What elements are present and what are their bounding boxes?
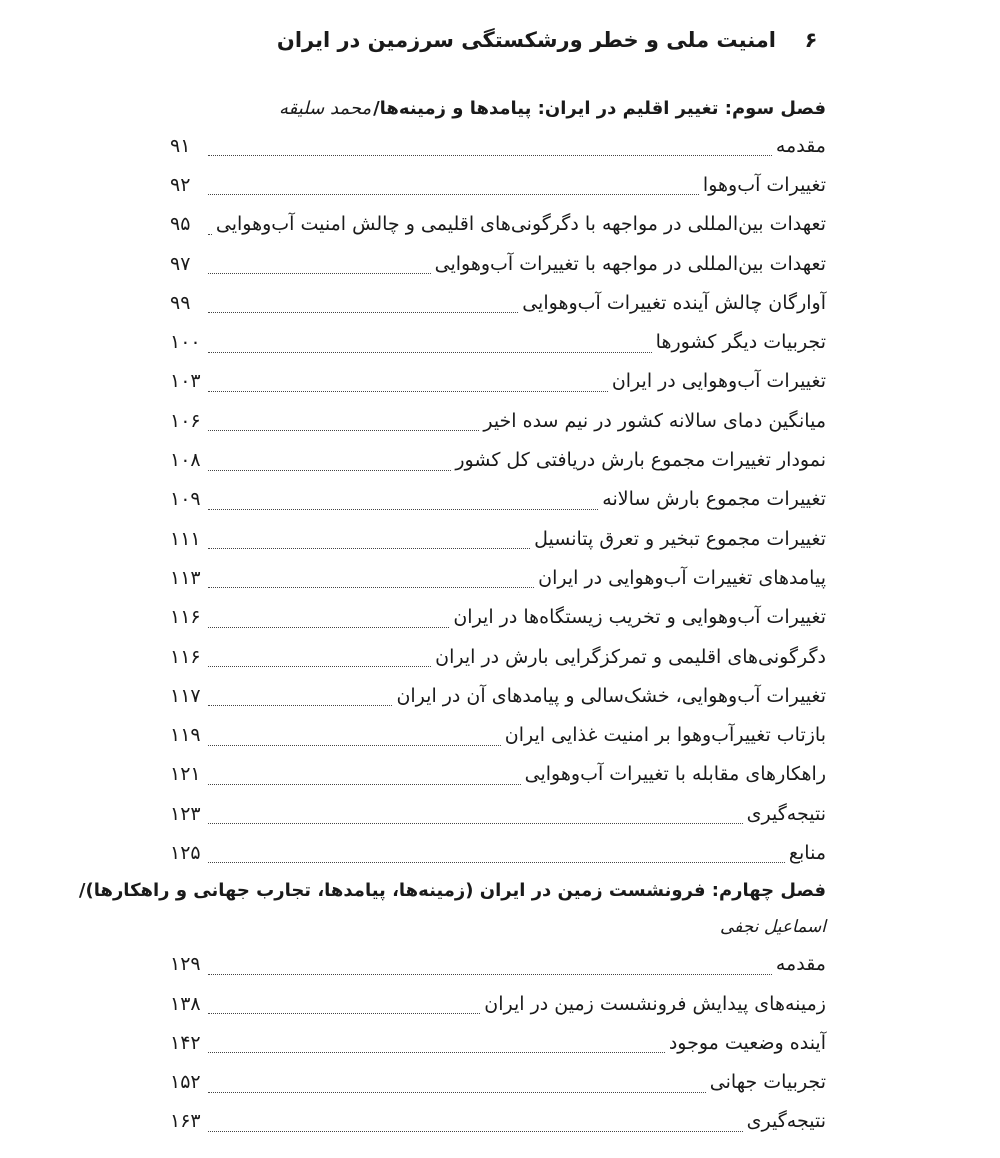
dot-leader: [208, 587, 534, 588]
dot-leader: [208, 666, 431, 667]
dot-leader: [208, 273, 431, 274]
toc-entry-page: ۹۱: [170, 134, 191, 157]
toc-entry-label: تغییرات آب‌وهوا: [702, 173, 826, 196]
running-header: [170, 24, 826, 56]
toc-entry-label: منابع: [788, 841, 826, 864]
toc-entry: [170, 833, 826, 872]
dot-leader: [208, 509, 598, 510]
chapter-title: فصل سوم: تغییر اقلیم در ایران: پیامدها و زمینه‌ها/: [373, 97, 826, 119]
toc-entry: [170, 480, 826, 519]
toc-entry: [170, 755, 826, 794]
chapter-entries: [170, 945, 826, 1141]
dot-leader: [208, 705, 392, 706]
dot-leader: [208, 548, 530, 549]
toc-entry: [170, 401, 826, 440]
toc-entry-page: ۹۹: [170, 291, 191, 314]
toc-entry-page: ۱۱۶: [170, 606, 201, 629]
toc-entry-label: تغییرات آب‌وهوایی، خشک‌سالی و پیامدهای آن در ایران: [396, 684, 826, 707]
dot-leader: [208, 430, 479, 431]
toc-entry: [170, 637, 826, 676]
toc-entry: [170, 794, 826, 833]
toc-entry-label: تغییرات آب‌وهوایی و تخریب زیستگاه‌ها در ایران: [453, 606, 826, 629]
dot-leader: [208, 745, 501, 746]
toc-entry-label: تجربیات جهانی: [709, 1071, 826, 1094]
dot-leader: [208, 1131, 743, 1132]
toc-entry-label: میانگین دمای سالانه کشور در نیم سده اخیر: [483, 409, 826, 432]
dot-leader: [208, 391, 608, 392]
toc-entry: [170, 165, 826, 204]
toc-entry-label: نتیجه‌گیری: [746, 802, 826, 825]
dot-leader: [208, 155, 772, 156]
toc-entry-page: ۱۲۳: [170, 802, 201, 825]
chapter-heading: [78, 873, 826, 909]
toc-entry-label: مقدمه: [775, 953, 826, 976]
toc-entry-page: ۱۲۹: [170, 953, 201, 976]
toc-entry-page: ۱۵۲: [170, 1071, 201, 1094]
toc-entry-label: نتیجه‌گیری: [746, 1110, 826, 1133]
toc-entry-label: راهکارهای مقابله با تغییرات آب‌وهوایی: [524, 763, 826, 786]
toc-entry-label: تغییرات آب‌وهوایی در ایران: [611, 370, 826, 393]
toc-entry-label: تعهدات بین‌المللی در مواجهه با دگرگونی‌های اقلیمی و چالش امنیت آب‌وهوایی: [215, 213, 826, 236]
dot-leader: [208, 784, 521, 785]
toc-entry-label: تغییرات مجموع بارش سالانه: [602, 488, 826, 511]
toc-entry-label: دگرگونی‌های اقلیمی و تمرکزگرایی بارش در ایران: [435, 645, 826, 668]
toc-entry: [170, 1063, 826, 1102]
dot-leader: [208, 1052, 665, 1053]
toc-entry-page: ۱۱۷: [170, 684, 201, 707]
toc-entry: [170, 945, 826, 984]
toc-entry-label: زمینه‌های پیدایش فرونشست زمین در ایران: [484, 992, 826, 1015]
toc-entry-page: ۱۱۳: [170, 566, 201, 589]
dot-leader: [208, 974, 772, 975]
dot-leader: [208, 312, 518, 313]
dot-leader: [208, 194, 699, 195]
toc-entry-label: آینده وضعیت موجود: [668, 1031, 826, 1054]
toc-entry-label: نمودار تغییرات مجموع بارش دریافتی کل کشور: [455, 449, 826, 472]
toc-entry-page: ۱۰۶: [170, 409, 201, 432]
toc-entry: [170, 205, 826, 244]
toc-entry-page: ۹۲: [170, 173, 191, 196]
toc-entry-page: ۱۶۳: [170, 1110, 201, 1133]
toc-entry-label: مقدمه: [775, 134, 826, 157]
toc-entry-label: بازتاب تغییرآب‌وهوا بر امنیت غذایی ایران: [504, 724, 826, 747]
toc-entry-page: ۱۰۸: [170, 449, 201, 472]
toc-entry-page: ۱۱۱: [170, 527, 201, 550]
toc-entry: [170, 126, 826, 165]
toc-entry: [170, 362, 826, 401]
chapter-author: محمد سلیقه: [279, 97, 372, 119]
toc-entry-page: ۹۷: [170, 252, 191, 275]
dot-leader: [208, 1013, 480, 1014]
toc-entry-page: ۱۱۶: [170, 645, 201, 668]
toc-entry-page: ۱۲۱: [170, 763, 201, 786]
toc-entry-label: آوارگان چالش آینده تغییرات آب‌وهوایی: [522, 291, 826, 314]
toc-entry-page: ۱۳۸: [170, 992, 201, 1015]
dot-leader: [208, 470, 451, 471]
toc-entry: [170, 440, 826, 479]
chapter-entries: [170, 126, 826, 873]
toc-entry-page: ۹۵: [170, 213, 191, 236]
page-number: ۶: [804, 28, 818, 52]
dot-leader: [208, 234, 212, 235]
toc-entry-page: ۱۰۰: [170, 331, 201, 354]
toc-entry: [170, 244, 826, 283]
dot-leader: [208, 627, 449, 628]
toc-entry-label: پیامدهای تغییرات آب‌وهوایی در ایران: [538, 566, 826, 589]
toc-entry: [170, 1102, 826, 1141]
toc-entry-label: تعهدات بین‌المللی در مواجهه با تغییرات آب‌وهوایی: [434, 252, 826, 275]
book-title: امنیت ملی و خطر ورشکستگی سرزمین در ایران: [276, 28, 776, 52]
toc-entry: [170, 558, 826, 597]
toc-entry: [170, 283, 826, 322]
toc-entry: [170, 519, 826, 558]
toc-entry: [170, 322, 826, 361]
toc-entry: [170, 598, 826, 637]
toc-entry-label: تغییرات مجموع تبخیر و تعرق پتانسیل: [534, 527, 826, 550]
chapter-heading: [170, 90, 826, 126]
toc-entry: [170, 676, 826, 715]
dot-leader: [208, 862, 785, 863]
toc-entry-label: تجربیات دیگر کشورها: [655, 331, 826, 354]
toc-entry-page: ۱۲۵: [170, 841, 201, 864]
toc-entry-page: ۱۰۳: [170, 370, 201, 393]
toc-entry: [170, 715, 826, 754]
table-of-contents: [78, 90, 826, 1141]
dot-leader: [208, 823, 743, 824]
toc-entry-page: ۱۱۹: [170, 724, 201, 747]
toc-entry: [170, 984, 826, 1023]
toc-entry-page: ۱۴۲: [170, 1031, 201, 1054]
chapter-title: فصل چهارم: فرونشست زمین در ایران (زمینه‌ها، پیامدها، تجارب جهانی و راهکارها)/: [78, 880, 826, 902]
toc-entry-page: ۱۰۹: [170, 488, 201, 511]
dot-leader: [208, 1092, 706, 1093]
chapter-author: اسماعیل نجفی: [719, 916, 826, 937]
dot-leader: [208, 352, 652, 353]
toc-entry: [170, 1023, 826, 1062]
